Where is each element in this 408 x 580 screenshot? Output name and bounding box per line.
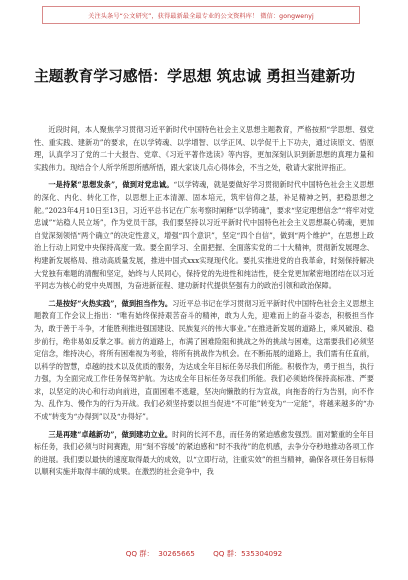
section-heading: 三是再建“卓越新功”，做到建功立业。 <box>48 429 173 439</box>
section-heading: 一是持紧“思想发条”，做到对党忠诚。 <box>48 180 174 190</box>
promo-banner-text: 关注头条号“公文研究”，获得最新最全最专业的公文资料库！ 微信：gongwenyj <box>88 12 314 20</box>
paragraph-text: “以学铸魂，就是要做好学习贯彻新时代中国特色社会主义思想的深化、内化、转化工作，以思想上正本清源、固本培元，筑牢信仰之基，补足精神之钙，把稳思想之舵。”2023年4月10日至13日，习近平总书记在广东考察时阐释“以学铸魂”，要求“坚定理想信念”“将牢对党忠诚”“站稳人民立场”，作为党员干部，我们要坚持以习近平新时代中国特色社会主义思想凝心铸魂，更加自觉深刻领悟“两个确立”的决定性意义，增强“四个意识”，坚定“四个自信”，做到“两个维护”，在思想上政治上行动上同党中央保持高度一致。要全面学习、全面把握、全面落实党的二十大精神，贯彻新发展理念、构建新发展格局、推动高质量发展，推进中国式xxx实现现代化。要扎实推进党的自我革命，时刻保持解决大党独有难题的清醒和坚定，始终与人民同心，保持党的先进性和纯洁性，使全党更加紧密地团结在以习近平同志为核心的党中央周围，为奋进新征程、建功新时代提供坚强有力的政治引领和政治保障。 <box>34 180 374 291</box>
section-paragraph-3 <box>34 429 374 479</box>
section-heading: 二是按好“火热实践”，做到担当作为。 <box>48 298 173 308</box>
paragraph-text: 近段时间，本人聚焦学习贯彻习近平新时代中国特色社会主义思想主题教育，严格按照“学思想、强党性、重实践、建新功”的要求，在以学铸魂、以学增智、以学正风、以学促干上下功夫，通过读原文、悟原理，认真学习了党的二十大报告、党章、《习近平著作选读》等内容，更加深刻认识到新思想的真理力量和实践伟力。现结合个人所学所思所感所悟，跟大家谈几点心得体会，不当之处，敬请大家批评指正。 <box>34 125 374 172</box>
paragraph-text: 习近平总书记在学习贯彻习近平新时代中国特色社会主义思想主题教育工作会议上指出：“唯有始终保持艰苦奋斗的精神，敢为人先，迎难而上的奋斗姿态，积极担当作为，敢于善于斗争，才能胜利推进强国建设、民族复兴的伟大事业。”在推进新发展的道路上，乘风破浪、稳步前行，绝非易如反掌之事。前方的道路上，布满了困难险阻和挑战之外的挑战与困难，这需要我们必须坚定信念，维持决心，将所有困难视为考验，将所有挑战作为机会。在不断拓展的道路上，我们需有任直前，以科学的智慧，卓越的技术以及优质的服务，为达成全年目标任务尽我们所能。积极作为，勇于担当，执行力强，为全面完成工作任务保驾护航。为达成全年目标任务尽我们所能。我们必须始终保持高标准、严要求，以坚定的决心和行动向前进，直面困难不逃避，坚决向懒散的行为宣战，向拖沓的行为告别，向不作为、乱作为、慢作为的行为开战。我们必须坚持要以担当促进“不可能”转变为“一定能”，将越来越多的“办不成”转变为“办得到”以及“办得好”。 <box>34 298 374 422</box>
footer-contact: QQ 群： 30265665 QQ 群：535304092 <box>125 549 283 558</box>
intro-paragraph <box>34 124 374 174</box>
section-paragraph-1 <box>34 179 374 292</box>
document-body <box>34 124 374 484</box>
paragraph-text: 时间的长河不息，而任务的紧迫感愈发强烈。面对繁重的全年目标任务，我们必须与时间赛跑，用“刻不容缓”的紧迫感和“时不我待”的危机感，去争分夺秒地推动各项工作的进展。我们要以最快的速度取得最大的成效，以“立即行动，注重实效”的担当精神，确保各项任务目标得以顺利实施并取得丰硕的成果。在激烈的社会竞争中，我 <box>34 429 374 477</box>
section-paragraph-2 <box>34 298 374 424</box>
promo-banner <box>42 6 360 24</box>
document-title: 主题教育学习感悟：学思想 筑忠诚 勇担当建新功 <box>34 68 356 85</box>
